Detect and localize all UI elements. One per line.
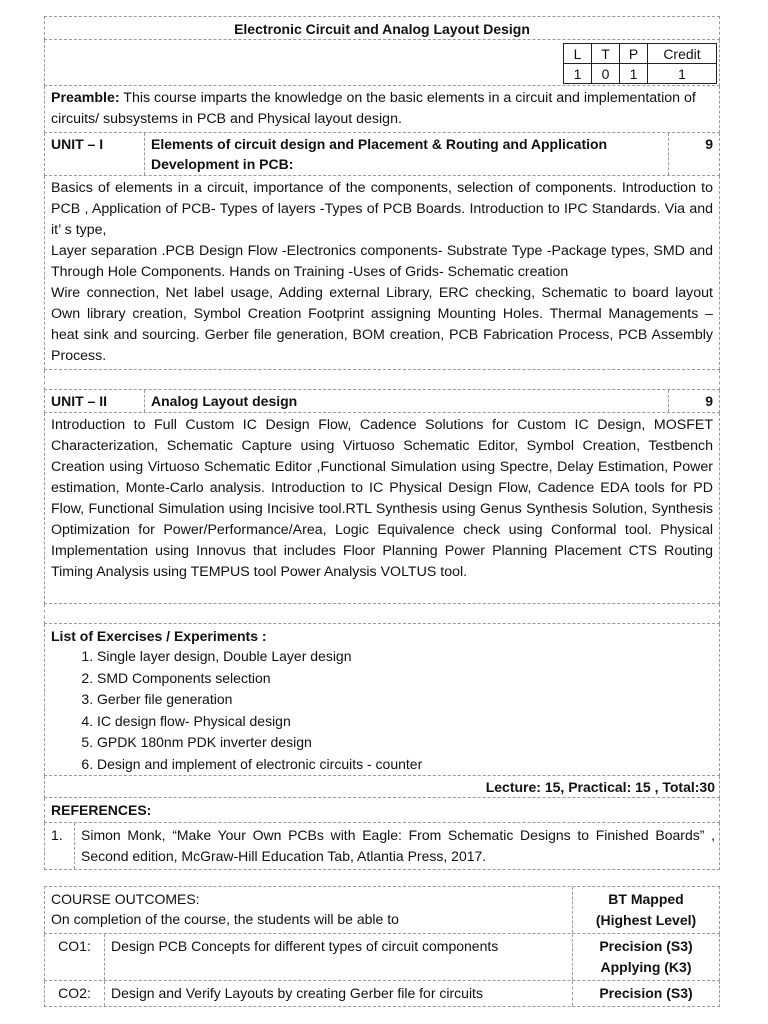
unit1-title: Elements of circuit design and Placement & Routing and Application Development in PCB:	[145, 133, 669, 175]
exercise-item: 3. Gerber file generation	[97, 689, 719, 711]
ltp-credit-row	[44, 40, 720, 86]
outcome-bt-1: Precision (S3)	[599, 938, 693, 954]
unit1-paragraph-1: Basics of elements in a circuit, importance of the components, selection of components. Introduction to PCB , Application of PCB- Types of layers -Types of PCB Boards. Introduction to IPC Standards. Via and it’ s type,	[51, 180, 713, 238]
preamble	[44, 86, 720, 133]
reference-text-part: Simon Monk, “Make Your Own PCBs with Eagle: From Schematic Designs to Finished Boards” , Second edition,	[81, 827, 715, 864]
outcome-text: Design and Verify Layouts by creating Gerber file for circuits	[105, 981, 573, 1006]
unit1-content	[44, 176, 720, 370]
preamble-label: Preamble:	[51, 90, 120, 106]
outcome-id: CO1:	[45, 934, 105, 980]
unit2-label: UNIT – II	[45, 390, 145, 412]
preamble-text: This course imparts the knowledge on the basic elements in a circuit and implementation of circuits/ subsystems in PCB and Physical layout design.	[51, 90, 696, 127]
unit1-header	[44, 133, 720, 176]
unit1-label: UNIT – I	[45, 133, 145, 175]
unit2-hours: 9	[705, 393, 713, 409]
ltp-value-credit: 1	[648, 64, 717, 84]
exercise-item: 5. GPDK 180nm PDK inverter design	[97, 732, 719, 754]
unit2-content: Introduction to Full Custom IC Design Flow, Cadence Solutions for Custom IC Design, MOSFET Characterization, Schematic Capture using Virtuoso Schematic Editor, Symbol Creation, Testbench Creation using Virtuoso Schematic Editor ,Functional Simulation using Spectre, Delay Estimation, Power estimation, Monte-Carlo analysis. Introduction to IC Physical Design Flow, Cadence EDA tools for PD Flow, Functional Simulation using Incisive tool.RTL Synthesis using Genus Synthesis Solution, Synthesis Optimization for Power/Performance/Area, Logic Equivalence check using Conformal tool. Physical Implementation using Innovus that includes Floor Planning Power Planning Placement CTS Routing Timing Analysis using TEMPUS tool Power Analysis VOLTUS tool.	[44, 413, 720, 604]
ltp-value-l: 1	[564, 64, 592, 84]
exercises-section	[44, 624, 720, 776]
outcome-bt-1: Precision (S3)	[599, 985, 693, 1001]
unit1-hours: 9	[705, 136, 713, 152]
reference-publisher: McGraw-Hill Education Tab	[181, 848, 350, 864]
exercise-item: 4. IC design flow- Physical design	[97, 711, 719, 733]
outcomes-header-row	[44, 886, 720, 934]
outcomes-heading: COURSE OUTCOMES:	[51, 891, 200, 907]
blank-row	[44, 370, 720, 390]
ltp-header-credit: Credit	[648, 44, 717, 64]
outcome-row-co1	[44, 934, 720, 981]
exercise-list	[45, 646, 719, 775]
unit1-paragraph-3: Wire connection, Net label usage, Adding external Library, ERC checking, Schematic to board layout Own library creation, Symbol Creation Footprint assigning Mounting Holes. Thermal Managements – heat sink and sourcing. Gerber file generation, BOM creation, PCB Fabrication Process, PCB Assembly Process.	[51, 285, 713, 364]
course-outcomes-table	[44, 886, 720, 1007]
ltp-table	[563, 43, 717, 84]
course-title: Electronic Circuit and Analog Layout Design	[44, 16, 720, 40]
references-heading: REFERENCES:	[44, 798, 720, 823]
reference-number: 1.	[45, 823, 75, 869]
outcome-text: Design PCB Concepts for different types of circuit components	[105, 934, 573, 980]
ltp-header-p: P	[620, 44, 648, 64]
outcomes-header	[45, 887, 573, 933]
reference-text-part: , Atlantia Press, 2017.	[350, 848, 487, 864]
unit1-paragraph-2: Layer separation .PCB Design Flow -Electronics components- Substrate Type -Package types, SMD and Through Hole Components. Hands on Training -Uses of Grids- Schematic creation	[51, 243, 713, 280]
exercise-item: 1. Single layer design, Double Layer design	[97, 646, 719, 668]
ltp-header-row	[564, 44, 717, 64]
exercises-heading: List of Exercises / Experiments :	[51, 628, 267, 644]
bt-mapped-header	[573, 887, 719, 933]
unit2-title: Analog Layout design	[145, 390, 669, 412]
lecture-total: Lecture: 15, Practical: 15 , Total:30	[44, 776, 720, 798]
bt-heading-1: BT Mapped	[608, 891, 684, 907]
ltp-header-t: T	[592, 44, 620, 64]
outcome-bt-level	[573, 981, 719, 1006]
ltp-value-p: 1	[620, 64, 648, 84]
ltp-header-l: L	[564, 44, 592, 64]
outcome-bt-level	[573, 934, 719, 980]
exercise-item: 6. Design and implement of electronic circuits - counter	[97, 754, 719, 776]
reference-text	[75, 823, 719, 869]
unit2-header	[44, 390, 720, 413]
ltp-value-t: 0	[592, 64, 620, 84]
outcomes-subheading: On completion of the course, the students will be able to	[51, 911, 399, 927]
blank-row	[44, 604, 720, 624]
outcome-row-co2	[44, 981, 720, 1007]
exercise-item: 2. SMD Components selection	[97, 668, 719, 690]
outcome-id: CO2:	[45, 981, 105, 1006]
syllabus-page	[44, 16, 720, 1007]
ltp-value-row	[564, 64, 717, 84]
outcome-bt-2: Applying (K3)	[600, 959, 692, 975]
reference-item	[44, 823, 720, 870]
bt-heading-2: (Highest Level)	[595, 912, 697, 928]
